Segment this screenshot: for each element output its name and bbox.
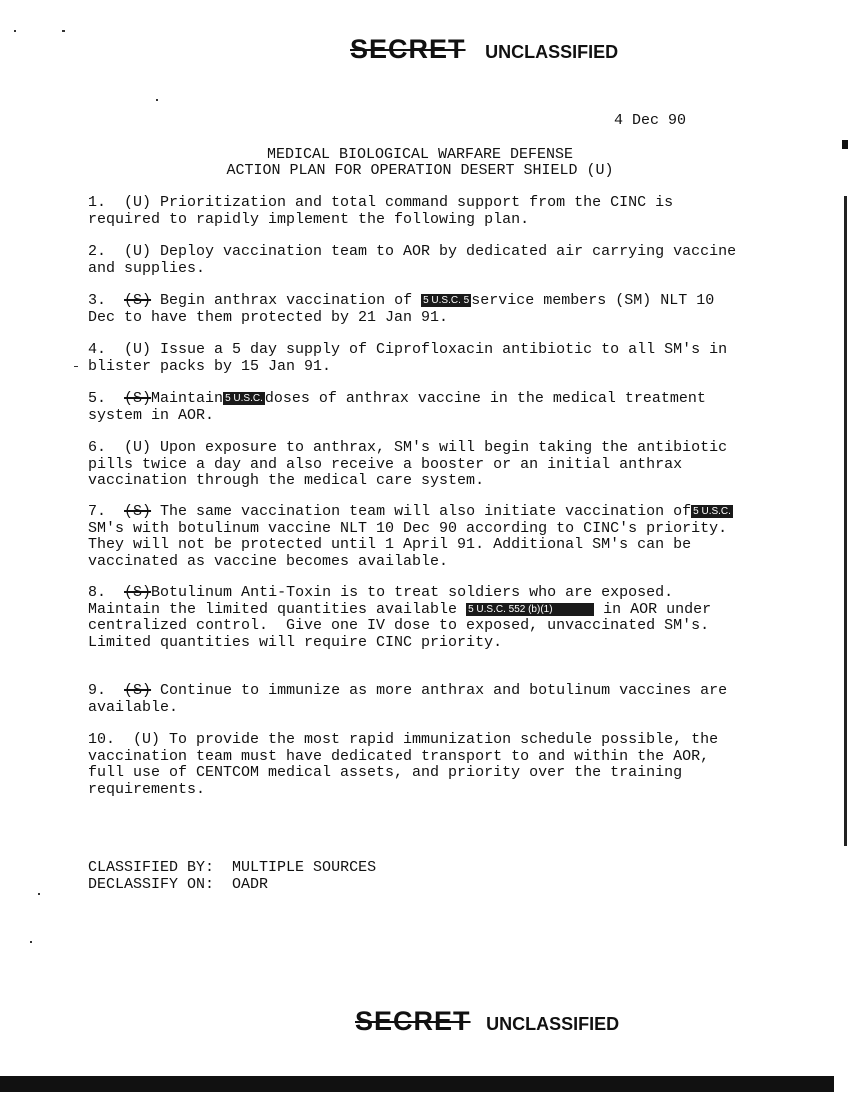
- document-date: 4 Dec 90: [614, 112, 687, 129]
- paragraph-text: Maintain: [151, 390, 224, 407]
- header-unclassified: UNCLASSIFIED: [485, 42, 619, 62]
- paragraph-7: [88, 504, 748, 570]
- paragraph-text: Begin anthrax vaccination of: [151, 292, 422, 309]
- redaction-box: 5 U.S.C.: [693, 506, 731, 517]
- struck-classification-mark: (S): [124, 390, 152, 407]
- paragraph-text: Continue to immunize as more anthrax and botulinum vaccines are available.: [88, 682, 737, 716]
- declassify-on-line: [88, 876, 268, 894]
- declassify-on-value: OADR: [232, 876, 269, 893]
- struck-classification-mark: (S): [124, 682, 152, 699]
- paragraph-number: 3.: [88, 292, 107, 309]
- redaction-box: 5 U.S.C.: [225, 393, 263, 404]
- scan-speck: [38, 893, 40, 895]
- struck-classification-mark: (S): [124, 503, 152, 520]
- paragraph-text: Botulinum Anti-Toxin is to treat soldiers who are exposed. Maintain the limited quantities available: [88, 584, 692, 618]
- paragraph-8: [88, 585, 748, 651]
- footer-unclassified: UNCLASSIFIED: [486, 1014, 620, 1034]
- title-line-1: MEDICAL BIOLOGICAL WARFARE DEFENSE: [266, 146, 574, 163]
- scan-speck: [156, 99, 158, 101]
- redaction-box: 5 U.S.C. 552 (b)(1): [466, 603, 594, 616]
- redaction-box: 5 U.S.C. 5: [423, 295, 470, 306]
- paragraph-number: 9.: [88, 682, 107, 699]
- declassify-on-label: DECLASSIFY ON:: [88, 876, 215, 893]
- classified-by-line: [88, 859, 376, 877]
- paragraph-number: 5.: [88, 390, 107, 407]
- scan-speck: [14, 30, 16, 32]
- struck-classification-mark: (S): [124, 584, 152, 601]
- paragraph-text: service members (SM) NLT 10 Dec to have them protected by 21 Jan 91.: [88, 292, 724, 326]
- paragraph-text: The same vaccination team will also initiate vaccination of: [151, 503, 692, 520]
- paragraph-text: in AOR under centralized control. Give one IV dose to exposed, unvaccinated SM's. Limited quantities will require CINC priority.: [88, 600, 728, 651]
- paragraph-3: [88, 293, 748, 326]
- classified-by-value: MULTIPLE SOURCES: [232, 859, 377, 876]
- scan-edge-mark: [842, 140, 848, 149]
- paragraph-text: doses of anthrax vaccine in the medical treatment system in AOR.: [88, 390, 715, 424]
- scan-edge-line: [844, 196, 847, 846]
- scan-speck: [30, 941, 32, 943]
- struck-classification-mark: (S): [124, 292, 152, 309]
- footer-classification: [355, 1006, 619, 1037]
- paragraph-5: [88, 391, 748, 424]
- header-secret-struck: SECRET: [350, 34, 466, 64]
- header-classification: [350, 34, 618, 65]
- paragraph-10: 10. (U) To provide the most rapid immunization schedule possible, the vaccination team must have dedicated transport to and within the AOR, full use of CENTCOM medical assets, and priority over the training requirements.: [88, 731, 728, 798]
- paragraph-2: 2. (U) Deploy vaccination team to AOR by dedicated air carrying vaccine and supplies.: [88, 243, 746, 277]
- paragraph-number: 7.: [88, 503, 107, 520]
- paragraph-text: SM's with botulinum vaccine NLT 10 Dec 90 according to CINC's priority. They will not be protected until 1 April 91. Additional SM's can be vaccinated as vaccine becomes available.: [88, 519, 746, 570]
- paragraph-6: 6. (U) Upon exposure to anthrax, SM's will begin taking the antibiotic pills twice a day and also receive a booster or an initial anthrax vaccination through the medical care system.: [88, 439, 737, 489]
- paragraph-9: [88, 683, 748, 716]
- paragraph-number: 8.: [88, 584, 107, 601]
- classified-by-label: CLASSIFIED BY:: [88, 859, 215, 876]
- paragraph-1: 1. (U) Prioritization and total command support from the CINC is required to rapidly implement the following plan.: [88, 194, 683, 228]
- scan-speck: [74, 366, 78, 367]
- scan-speck: [62, 30, 65, 32]
- footer-secret-struck: SECRET: [355, 1006, 471, 1036]
- paragraph-4: 4. (U) Issue a 5 day supply of Ciprofloxacin antibiotic to all SM's in blister packs by 15 Jan 91.: [88, 341, 737, 375]
- title-line-2: ACTION PLAN FOR OPERATION DESERT SHIELD (U): [226, 162, 614, 179]
- scan-bottom-bar: [0, 1076, 834, 1092]
